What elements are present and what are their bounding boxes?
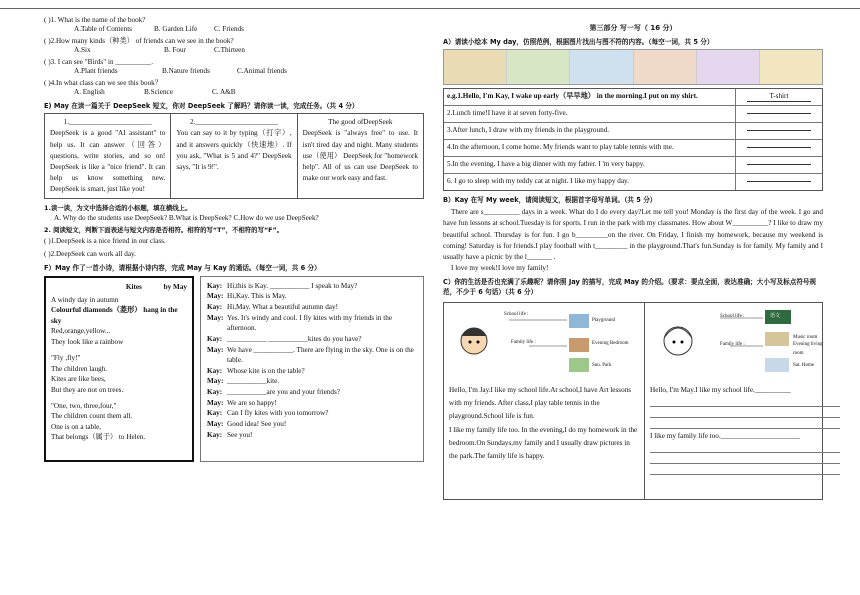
dialogue-line (207, 430, 417, 441)
question-4-options: A. English B.Science C. A&B (74, 88, 236, 96)
heading-blank-1: 1._______________________ (63, 118, 152, 127)
passage-part-1 (45, 114, 171, 198)
sentence: 5.In the evening, I have a big dinner with my father. I 'm very happy. (447, 160, 645, 169)
poem-title: Kites (125, 282, 142, 291)
may-line-1: Hello, I'm May.I like my school life.__________ (650, 385, 791, 394)
utterance: ___________ ___________kites do you have? (227, 334, 362, 343)
section-a-title: A）请读小绘本 My day，仿照范例，根据图片找出与图不符的内容。（每空一词，共 5 分） (443, 37, 714, 46)
answer-cell[interactable] (735, 89, 822, 105)
poem-line: That belongs（属于） to Helen. (51, 433, 146, 442)
table-row (444, 123, 822, 140)
utterance: Hi,this is Kay. ___________ I speak to May? (227, 281, 358, 290)
jay-label-family: Family life : (511, 339, 536, 345)
sentence: 3.After lunch, I draw with my friends in the playground. (447, 126, 610, 135)
dialogue-line (207, 398, 417, 409)
answer-blank[interactable] (747, 147, 811, 148)
dialogue-box (200, 276, 424, 462)
poem-line: "One, two, three,four," (51, 401, 117, 410)
answer-blank[interactable]: T-shirt (747, 92, 811, 102)
tf-item-2: ( )2.DeepSeek can work all day. (44, 250, 136, 259)
sentence: 6. I go to sleep with my teddy cat at night. I like my happy day. (447, 177, 629, 186)
writing-line[interactable] (650, 419, 840, 429)
task-2-instruction: 2. 阅读短文，判断下面表述与短文内容是否相符。相符的写“T”，不相符的写“F”。 (44, 226, 284, 235)
answer-blank[interactable] (747, 164, 811, 165)
may-label-saturday: Sat. Home (793, 362, 815, 368)
poem-and-dialogue (44, 276, 424, 462)
table-row (444, 157, 822, 174)
utterance: Can I fly kites with you tomorrow? (227, 409, 329, 418)
poem-line: Red,orange,yellow... (51, 327, 111, 336)
my-day-table (443, 88, 823, 191)
picture-afternoon (634, 50, 697, 84)
jay-label-sunday: Sun. Park (592, 362, 612, 368)
utterance: We are so happy! (227, 398, 277, 407)
heading-3: The good ofDeepSeek (328, 118, 393, 127)
task-1-options: A. Why do the students use DeepSeek? B.What is DeepSeek? C.How do we use DeepSeek? (54, 214, 319, 223)
question-1: ( )1. What is the name of the book? (44, 16, 146, 24)
heading-blank-2: 2._______________________ (189, 118, 279, 127)
may-label-chinese: 语文 (770, 313, 781, 319)
passage-part-2 (171, 114, 297, 198)
speaker: Kay: (207, 366, 223, 375)
utterance: We have ___________. There are flying in the sky. One is on the table. (227, 345, 414, 365)
deepseek-passage (44, 113, 424, 199)
question-1-options: A.Table of Contents B. Garden Life C. Friends (74, 25, 244, 33)
dialogue-line (207, 387, 417, 398)
utterance: Whose kite is on the table? (227, 366, 305, 375)
right-column (443, 16, 823, 500)
dialogue-line (207, 408, 417, 419)
picture-wake-up (444, 50, 507, 84)
may-line-2: I like my family life too.______________________ (650, 432, 800, 441)
jay-picture (449, 306, 639, 384)
question-2: ( )2.How many kinds（种类） of friends can we see in the book? (44, 37, 234, 45)
may-box (645, 303, 845, 499)
dialogue-line (207, 313, 417, 334)
utterance: ___________kite. (227, 377, 280, 386)
jay-label-school: School life : (504, 311, 529, 317)
dialogue-line (207, 345, 417, 366)
sentence: 2.Lunch time!I have it at seven forty-five. (447, 109, 568, 118)
passage-text-1: DeepSeek is a good "AI assistant" to help us. It can answer（回答） questions, write stories, and so on! DeepSeek is like a "nice friend". It can help us know something new. DeepSeek is smart, just like you! (50, 129, 166, 194)
may-picture (650, 306, 840, 384)
question-2-options: A.Six B. Four C.Thirteen (74, 46, 245, 54)
question-4: ( )4.In what class can we see this book？ (44, 79, 162, 87)
top-rule (0, 8, 860, 9)
writing-line[interactable] (650, 443, 840, 453)
picture-sleep (760, 50, 822, 84)
utterance: Yes. It's windy and cool. I fly kites with my friends in the afternoon. (227, 313, 393, 333)
poem-box (44, 276, 194, 462)
section-f-title: F）May 作了一首小诗，请根据小诗内容，完成 May 与 Kay 的通话。（每空一词，共 6 分） (44, 264, 321, 273)
dialogue-line (207, 291, 417, 302)
poem-line: A windy day in autumn (51, 296, 119, 304)
table-row (444, 106, 822, 123)
table-row (444, 89, 822, 106)
table-row (444, 140, 822, 157)
speaker: Kay: (207, 281, 223, 290)
question-3-options: A.Plant friends B.Nature friends C.Animal friends (74, 67, 287, 75)
poem-line: The children laugh. (51, 364, 108, 373)
picture-lunch (507, 50, 570, 84)
answer-cell[interactable] (735, 123, 822, 139)
left-column (44, 16, 424, 462)
my-day-picture-strip (443, 49, 823, 85)
passage-text-3: DeepSeek is "always free" to use. It isn't tired day and night. Many students use（使用） DeepSeek for "homework help". All of us can use DeepSeek to make our work easy and fast. (302, 129, 418, 183)
answer-cell[interactable] (735, 157, 822, 173)
speaker: May: (207, 313, 224, 322)
poem-line: "Fly ,fly!" (51, 354, 81, 363)
picture-dinner (697, 50, 760, 84)
answer-cell[interactable] (735, 140, 822, 156)
speaker: May: (207, 345, 224, 354)
speaker: Kay: (207, 302, 223, 311)
writing-line[interactable] (650, 454, 840, 464)
writing-boxes (443, 302, 823, 500)
writing-line[interactable] (650, 397, 840, 407)
poem-line: One is on a table, (51, 422, 102, 431)
poem-author: by May (163, 282, 187, 291)
answer-blank[interactable] (747, 130, 811, 131)
sentence: 4.In the afternoon, I come home. My friends want to play table tennis with me. (447, 143, 674, 152)
utterance: Hi,May. What a beautiful autumn day! (227, 302, 338, 311)
poem-line: But they are not on trees. (51, 385, 124, 394)
poem-lines (51, 295, 187, 443)
utterance: ___________are you and your friends? (227, 388, 340, 397)
jay-label-evening: Evening Bedroom (592, 340, 629, 346)
table-row (444, 174, 822, 190)
dialogue-line (207, 281, 417, 292)
passage-text-2: You can say to it by typing（打字）, and it answers quickly（快速地）. If you ask, "What is 5 and 4?" DeepSeek says, "It is 9!". (176, 129, 292, 171)
task-1-instruction: 1.读一读，为文中选择合适的小标题，填在横线上。 (44, 204, 192, 213)
question-3: ( )3. I can see "Birds" in __________. (44, 58, 154, 66)
dialogue-line (207, 376, 417, 387)
speaker: May: (207, 377, 224, 386)
jay-box (444, 303, 645, 499)
section-e-title: E) May 在读一篇关于 DeepSeek 短文，你对 DeepSeek 了解吗？请你读一读，完成任务。（共 4 分） (44, 102, 359, 110)
may-label-music-room: Music room (793, 334, 818, 340)
jay-label-playground: Playground (592, 317, 616, 323)
passage-part-3 (298, 114, 423, 198)
speaker: May: (207, 420, 224, 429)
utterance: Hi,Kay. This is May. (227, 292, 287, 301)
section-c-title: C）你的生活是否也充满了乐趣呢？请你照 Jay 的描写，完成 May 的介绍。（要求：要点全面，表达准确；大小写及标点符号规范，不少于 6 句话）（共 6 分） (443, 278, 817, 296)
poem-line: Kites are like bees, (51, 375, 106, 384)
utterance: Good idea! See you! (227, 420, 287, 429)
poem-line: They look like a rainbow (51, 337, 124, 346)
dialogue-line (207, 419, 417, 430)
utterance: See you! (227, 430, 253, 439)
section-b-title: B）Kay 在写 My week，请阅读短文，根据首字母写单词。（共 5 分） (443, 195, 657, 204)
dialogue-line (207, 302, 417, 313)
speaker: Kay: (207, 409, 223, 418)
may-label-school: School life : (720, 313, 745, 319)
speaker: Kay: (207, 334, 223, 343)
answer-blank[interactable] (747, 113, 811, 114)
speaker: Kay: (207, 388, 223, 397)
may-label-family: Family life : (720, 341, 745, 347)
part-3-title: 第三部分 写一写（ 16 分） (589, 24, 677, 32)
sentence: e.g.1.Hello, I'm Kay, I wake up early（早早地） in the morning.I put on my shirt. (447, 92, 698, 101)
answer-cell[interactable] (735, 106, 822, 122)
speaker: May: (207, 292, 224, 301)
may-label-evening: Evening living room (793, 341, 823, 357)
poem-line: Colourful diamonds（菱形） hang in the sky (51, 306, 178, 325)
my-week-text: There are s__________ days in a week. What do I do every day?Let me tell you! Monday is the first day of the week. I go and have fun lessons at school.Tuesday is for sports. I run in the park with my classmates. How about W__________? I like to draw my beautiful school. Thursday is for fun. I go b_________on the river. On Friday, I finish my homework, because my weekend is coming! Saturday is for friends.I play football with t_________ in the playground.That's fun.Sunday is for family. My family and I usually have a picnic by the l_______ . (443, 208, 823, 261)
writing-line[interactable] (650, 465, 840, 475)
writing-line[interactable] (650, 408, 840, 418)
dialogue-line (207, 366, 417, 377)
picture-playground (570, 50, 633, 84)
answer-blank[interactable] (747, 181, 811, 182)
my-week-ending: I love my week!I love my family! (451, 264, 549, 272)
poem-line: The children count them all. (51, 412, 133, 421)
dialogue-line (207, 334, 417, 345)
answer-cell[interactable] (735, 174, 822, 190)
jay-text: Hello, I'm Jay.I like my school life.At school,I have Art lessons with my friends. After class,I play table tennis in the playground.School life is fun. I like my family life too. In the evening,I do my homework in the bedroom.On Sundays,my family and I usually draw pictures in the park.The family life is happy. (449, 385, 638, 461)
speaker: Kay: (207, 430, 223, 439)
speaker: May: (207, 398, 224, 407)
tf-item-1: ( )1.DeepSeek is a nice friend in our class. (44, 237, 166, 246)
